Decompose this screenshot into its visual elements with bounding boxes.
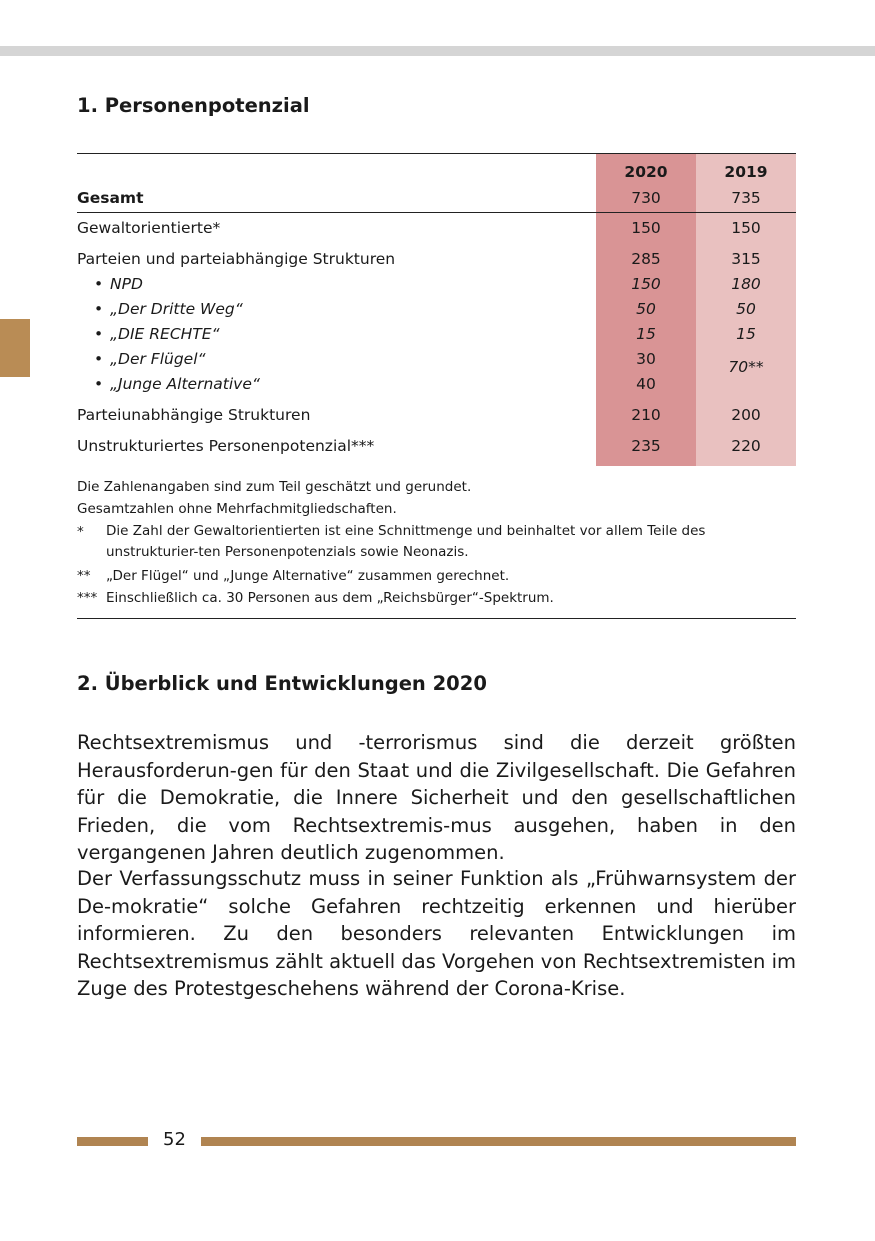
row-value-2020: 50 [636, 300, 656, 318]
footnote-text: Einschließlich ca. 30 Personen aus dem „Reichsbürger“-Spektrum. [106, 590, 554, 606]
bullet-icon: • [94, 375, 104, 393]
row-label-npd: NPD [110, 275, 143, 293]
footer-bar-left [77, 1137, 148, 1146]
row-label-gesamt: Gesamt [77, 189, 144, 207]
footnote-text: Die Zahl der Gewaltorientierten ist eine Schnittmenge und beinhaltet vor allem Teile des unstrukturier-ten Personenpotenzials sowie Neonazis. [106, 523, 706, 560]
row-label-unstrukturiertes: Unstrukturiertes Personenpotenzial*** [77, 437, 375, 455]
body-paragraph: Rechtsextremismus und -terrorismus sind die derzeit größten Herausforderun-gen für den Staat und die Zivilgesellschaft. Die Gefahren für die Demokratie, die Innere Sicherheit und den gesellschaftlichen Frieden, die vom Rechtsextremis-mus ausgehen, haben in den vergangenen Jahren deutlich zugenommen. [77, 731, 796, 864]
page-number: 52 [163, 1129, 186, 1150]
row-value-2019: 220 [731, 437, 761, 455]
bullet-icon: • [94, 275, 104, 293]
row-label-gewaltorientierte: Gewaltorientierte* [77, 219, 221, 237]
table-header-rule [77, 212, 796, 213]
row-label-parteiunabhaengige: Parteiunabhängige Strukturen [77, 406, 311, 424]
footnote-mark: ** [77, 568, 91, 584]
gesamt-2020: 730 [631, 189, 661, 207]
row-value-2020: 15 [636, 325, 656, 343]
row-value-2019: 315 [731, 250, 761, 268]
gesamt-2019: 735 [731, 189, 761, 207]
row-value-2019: 15 [736, 325, 756, 343]
table-note: Gesamtzahlen ohne Mehrfachmitgliedschaften. [77, 501, 397, 517]
row-value-2020: 210 [631, 406, 661, 424]
row-label-der-fluegel: „Der Flügel“ [110, 350, 206, 368]
body-paragraph: Der Verfassungsschutz muss in seiner Funktion als „Frühwarnsystem der De-mokratie“ solche Gefahren rechtzeitig erkennen und hierüber informieren. Zu den besonders relevanten Entwicklungen im Rechtsextremismus zählt aktuell das Vorgehen von Rechtsextremisten im Zuge des Protestgeschehens während der Corona-Krise. [77, 867, 796, 1000]
row-value-2020: 40 [636, 375, 656, 393]
row-value-2019: 150 [731, 219, 761, 237]
bullet-icon: • [94, 350, 104, 368]
row-value-2020: 285 [631, 250, 661, 268]
row-value-2019: 50 [736, 300, 756, 318]
table-bottom-rule [77, 618, 796, 619]
header-year-2020: 2020 [624, 163, 668, 181]
row-value-2019: 200 [731, 406, 761, 424]
row-label-parteien: Parteien und parteiabhängige Strukturen [77, 250, 396, 268]
chapter-side-tab [0, 319, 30, 377]
footnote-text: „Der Flügel“ und „Junge Alternative“ zusammen gerechnet. [106, 568, 510, 584]
footnote-mark: * [77, 524, 84, 540]
row-value-2020: 150 [631, 275, 661, 293]
bullet-icon: • [94, 300, 104, 318]
row-value-2020: 235 [631, 437, 661, 455]
top-divider [0, 46, 875, 56]
table-note: Die Zahlenangaben sind zum Teil geschätzt und gerundet. [77, 479, 472, 495]
footer-bar-right [201, 1137, 796, 1146]
row-value-2019: 180 [731, 275, 761, 293]
row-label-der-dritte-weg: „Der Dritte Weg“ [110, 300, 243, 318]
row-value-2020: 30 [636, 350, 656, 368]
row-value-2020: 150 [631, 219, 661, 237]
footnote-mark: *** [77, 590, 98, 606]
row-value-2019-combined: 70** [728, 358, 764, 376]
row-label-die-rechte: „DIE RECHTE“ [110, 325, 220, 343]
section-title-personenpotenzial: 1. Personenpotenzial [77, 94, 310, 117]
section-title-ueberblick: 2. Überblick und Entwicklungen 2020 [77, 672, 487, 695]
bullet-icon: • [94, 325, 104, 343]
row-label-junge-alternative: „Junge Alternative“ [110, 375, 260, 393]
header-year-2019: 2019 [724, 163, 768, 181]
